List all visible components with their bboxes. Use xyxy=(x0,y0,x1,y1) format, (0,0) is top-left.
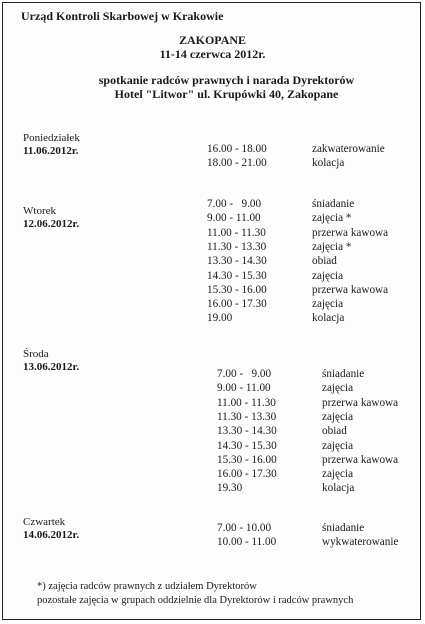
slot-activity: zajęcia xyxy=(322,468,354,481)
slot-time: 16.00 - 17.30 xyxy=(207,298,267,311)
day-name: Poniedziałek xyxy=(23,132,80,144)
day-date: 13.06.2012r. xyxy=(23,361,80,373)
slot-time: 10.00 - 11.00 xyxy=(217,536,277,549)
slot-time: 15.30 - 16.00 xyxy=(217,453,277,466)
document-page xyxy=(2,2,421,620)
event-description: spotkanie radców prawnych i narada Dyrektorów xyxy=(98,73,355,87)
slot-activity: zajęcia xyxy=(312,298,344,311)
slot-activity: przerwa kawowa xyxy=(322,453,399,466)
slot-activity: śniadanie xyxy=(312,198,355,210)
slot-time: 16.00 - 18.00 xyxy=(207,143,267,155)
slot-time: 13.30 - 14.30 xyxy=(217,425,277,438)
slot-activity: śniadanie xyxy=(322,368,365,380)
slot-activity: zakwaterowanie xyxy=(312,143,385,155)
city-title: ZAKOPANE xyxy=(178,33,247,47)
slot-activity: kolacja xyxy=(312,157,345,170)
slot-activity: kolacja xyxy=(312,312,345,325)
slot-time: 14.30 - 15.30 xyxy=(217,439,277,452)
slot-time: 18.00 - 21.00 xyxy=(207,157,267,170)
slot-time: 9.00 - 11.00 xyxy=(217,382,271,395)
office-name: Urząd Kontroli Skarbowej w Krakowie xyxy=(21,9,224,23)
slot-activity: wykwaterowanie xyxy=(322,536,399,549)
slot-time: 19.00 xyxy=(207,312,233,325)
slot-time: 11.30 - 13.30 xyxy=(217,410,277,423)
slot-activity: przerwa kawowa xyxy=(322,396,399,409)
footnote-directors: *) zajęcia radców prawnych z udziałem Dyrektorów xyxy=(37,581,257,592)
slot-activity: obiad xyxy=(312,255,337,268)
slot-activity: zajęcia xyxy=(322,382,354,395)
slot-time: 14.30 - 15.30 xyxy=(207,269,267,282)
slot-time: 16.00 - 17.30 xyxy=(217,468,277,481)
event-venue: Hotel "Litwor" ul. Krupówki 40, Zakopane xyxy=(114,87,339,101)
day-date: 11.06.2012r. xyxy=(23,145,79,157)
slot-activity: śniadanie xyxy=(322,522,365,534)
day-name: Środa xyxy=(23,348,49,360)
day-name: Wtorek xyxy=(23,205,56,217)
slot-activity: obiad xyxy=(322,425,347,438)
slot-time: 7.00 - 9.00 xyxy=(207,198,262,210)
slot-time: 7.00 - 9.00 xyxy=(217,368,272,380)
slot-time: 11.30 - 13.30 xyxy=(207,240,267,253)
day-date: 14.06.2012r. xyxy=(23,529,80,541)
slot-time: 11.00 - 11.30 xyxy=(217,396,276,409)
slot-activity: zajęcia xyxy=(322,439,354,452)
slot-activity: kolacja xyxy=(322,482,355,495)
slot-time: 7.00 - 10.00 xyxy=(217,522,272,534)
slot-time: 19.30 xyxy=(217,482,243,495)
footnote-groups: pozostałe zajęcia w grupach oddzielnie dla Dyrektorów i radców prawnych xyxy=(37,595,354,606)
slot-time: 13.30 - 14.30 xyxy=(207,255,267,268)
slot-time: 11.00 - 11.30 xyxy=(207,226,266,239)
slot-activity: zajęcia * xyxy=(312,240,352,253)
event-dates: 11-14 czerwca 2012r. xyxy=(159,47,266,61)
day-name: Czwartek xyxy=(23,516,66,528)
slot-activity: przerwa kawowa xyxy=(312,226,389,239)
slot-activity: zajęcia xyxy=(312,269,344,282)
slot-activity: przerwa kawowa xyxy=(312,283,389,296)
slot-time: 15.30 - 16.00 xyxy=(207,283,267,296)
day-date: 12.06.2012r. xyxy=(23,218,80,230)
slot-time: 9.00 - 11.00 xyxy=(207,212,261,225)
slot-activity: zajęcia * xyxy=(312,212,352,225)
slot-activity: zajęcia xyxy=(322,410,354,423)
